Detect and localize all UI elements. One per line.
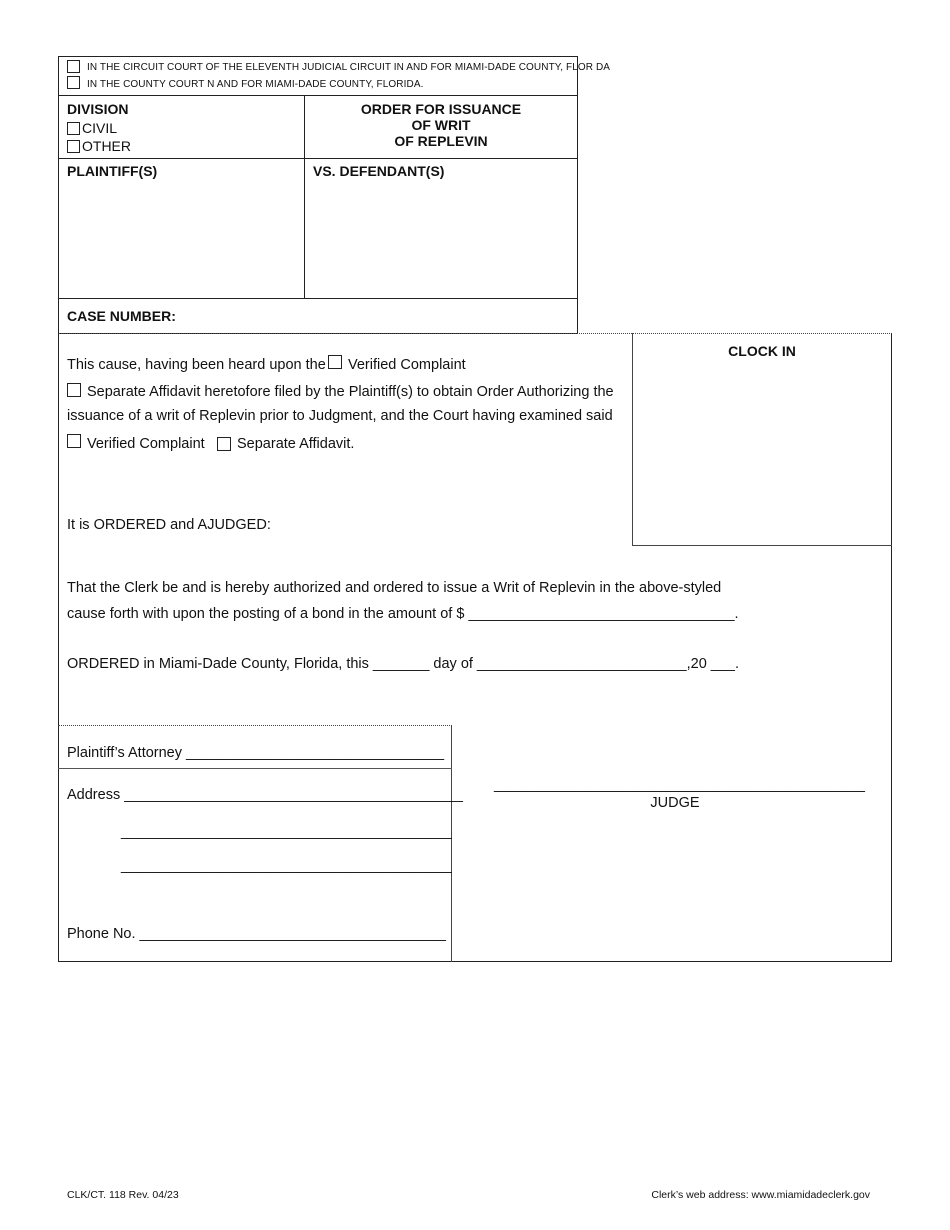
title-line-2: OF WRIT xyxy=(411,117,471,133)
county-court-checkbox[interactable] xyxy=(67,76,80,89)
defendant-label: VS. DEFENDANT(S) xyxy=(313,163,445,179)
title-line-3: OF REPLEVIN xyxy=(394,133,488,149)
case-number-label: CASE NUMBER: xyxy=(67,308,176,324)
form-id: CLK/CT. 118 Rev. 04/23 xyxy=(67,1189,179,1201)
ordered-adjudged: It is ORDERED and AJUDGED: xyxy=(67,517,271,533)
divider xyxy=(58,298,578,299)
divider xyxy=(58,95,578,96)
plaintiffs-attorney-field[interactable]: Plaintiff’s Attorney ________________________________ xyxy=(67,745,445,761)
divider xyxy=(58,768,452,769)
court-selection-box xyxy=(58,56,578,334)
ordered-in-date-line[interactable]: ORDERED in Miami-Dade County, Florida, this _______ day of __________________________,20 ___. xyxy=(67,656,740,672)
clerk-authorization-line-1: That the Clerk be and is hereby authorized and ordered to issue a Writ of Replevin in the above-styled xyxy=(67,580,722,596)
other-label: OTHER xyxy=(82,138,131,154)
separate-affidavit-checkbox-2[interactable] xyxy=(217,437,231,451)
separate-affidavit-checkbox-1[interactable] xyxy=(67,383,81,397)
divider xyxy=(58,158,578,159)
form-title xyxy=(305,101,577,149)
body-line-3: issuance of a writ of Replevin prior to Judgment, and the Court having examined said xyxy=(67,408,613,424)
circuit-court-checkbox[interactable] xyxy=(67,60,80,73)
civil-checkbox[interactable] xyxy=(67,122,80,135)
verified-complaint-checkbox-1[interactable] xyxy=(328,355,342,369)
clock-in-label: CLOCK IN xyxy=(728,343,796,359)
phone-field[interactable]: Phone No. ______________________________________ xyxy=(67,926,446,942)
verified-complaint-label-2: Verified Complaint xyxy=(87,436,205,452)
clerk-web-address: Clerk’s web address: www.miamidadeclerk.gov xyxy=(651,1189,870,1201)
civil-label: CIVIL xyxy=(82,120,118,136)
plaintiff-label: PLAINTIFF(S) xyxy=(67,163,158,179)
address-field-line-2[interactable]: _________________________________________ xyxy=(121,824,452,840)
body-line-2: Separate Affidavit heretofore filed by the Plaintiff(s) to obtain Order Authorizing the xyxy=(87,384,614,400)
judge-signature-line[interactable]: ______________________________________________ xyxy=(494,777,865,793)
body-line-1: This cause, having been heard upon the xyxy=(67,357,326,373)
judge-label: JUDGE xyxy=(650,795,700,811)
circuit-court-label: IN THE CIRCUIT COURT OF THE ELEVENTH JUDICIAL CIRCUIT IN AND FOR MIAMI-DADE COUNTY, FLOR DA xyxy=(87,62,611,73)
other-checkbox[interactable] xyxy=(67,140,80,153)
title-line-1: ORDER FOR ISSUANCE xyxy=(360,101,522,117)
separate-affidavit-label-2: Separate Affidavit. xyxy=(237,436,355,452)
verified-complaint-checkbox-2[interactable] xyxy=(67,434,81,448)
county-court-label: IN THE COUNTY COURT N AND FOR MIAMI-DADE COUNTY, FLORIDA. xyxy=(87,79,424,90)
address-field[interactable]: Address __________________________________________ xyxy=(67,787,463,803)
address-field-line-3[interactable]: _________________________________________ xyxy=(121,858,452,874)
division-label: DIVISION xyxy=(67,101,129,117)
clock-in-box xyxy=(632,333,892,546)
verified-complaint-label-1: Verified Complaint xyxy=(348,357,466,373)
clerk-authorization-line-2[interactable]: cause forth with upon the posting of a bond in the amount of $ _________________________________. xyxy=(67,606,739,622)
